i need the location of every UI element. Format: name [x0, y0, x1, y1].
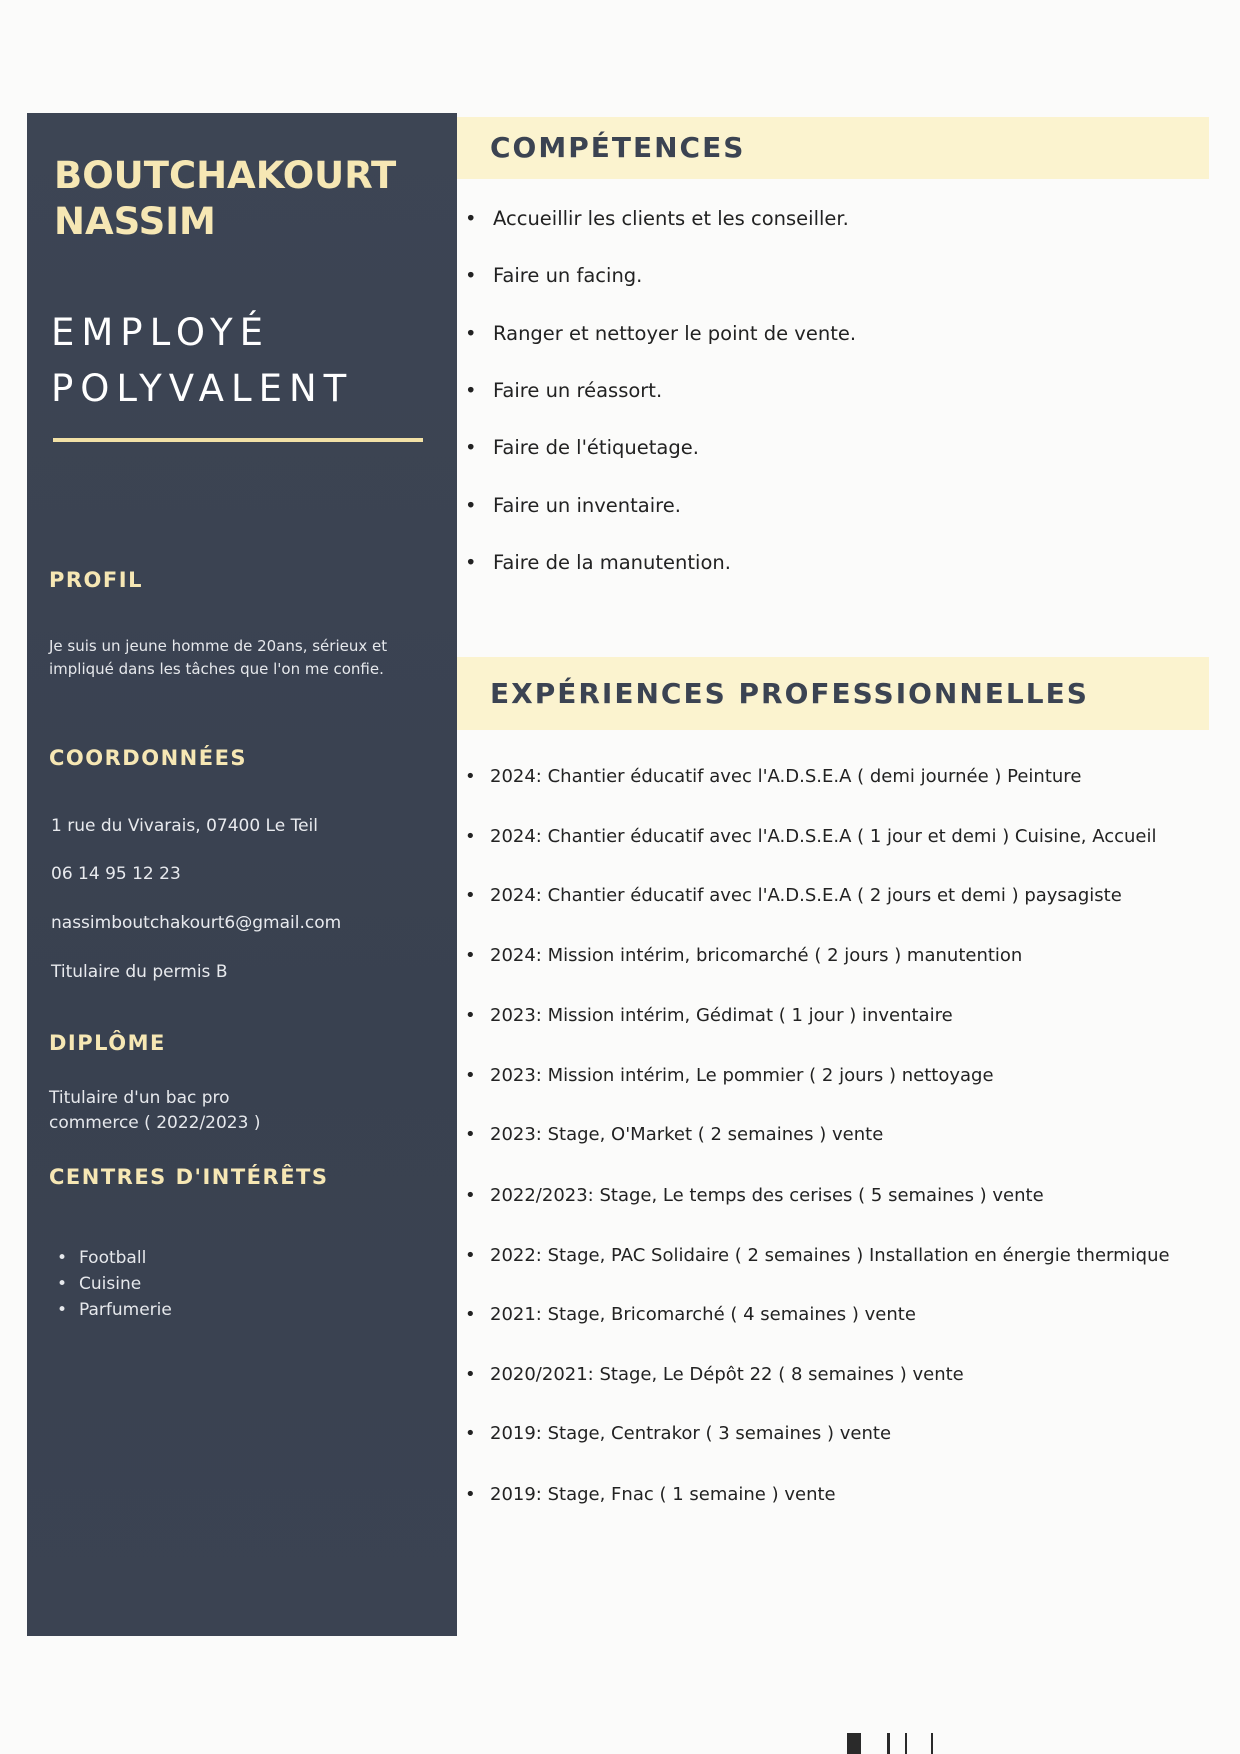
competence-item: • Ranger et nettoyer le point de vente.	[458, 322, 856, 345]
name-line-2: NASSIM	[54, 200, 216, 243]
scan-artifact	[931, 1733, 933, 1754]
phone-text: 06 14 95 12 23	[51, 864, 181, 884]
competences-band	[457, 117, 1209, 179]
address-text: 1 rue du Vivarais, 07400 Le Teil	[51, 816, 318, 836]
sidebar	[27, 113, 457, 1636]
experiences-heading: EXPÉRIENCES PROFESSIONNELLES	[490, 677, 1089, 710]
competence-item: • Faire un facing.	[458, 264, 642, 287]
diplome-heading: DIPLÔME	[49, 1031, 166, 1055]
experience-item: • 2019: Stage, Fnac ( 1 semaine ) vente	[458, 1484, 836, 1505]
experiences-band	[457, 657, 1209, 730]
job-title-line-1: EMPLOYÉ	[51, 311, 270, 354]
experience-item: • 2022: Stage, PAC Solidaire ( 2 semaines ) Installation en énergie thermique	[458, 1245, 1170, 1266]
experience-item: • 2023: Stage, O'Market ( 2 semaines ) vente	[458, 1124, 883, 1145]
experience-item: • 2022/2023: Stage, Le temps des cerises ( 5 semaines ) vente	[458, 1185, 1044, 1206]
competence-item: • Accueillir les clients et les conseiller.	[458, 207, 849, 230]
experience-item: • 2023: Mission intérim, Le pommier ( 2 jours ) nettoyage	[458, 1065, 994, 1086]
experience-item: • 2023: Mission intérim, Gédimat ( 1 jour ) inventaire	[458, 1005, 953, 1026]
profil-text: Je suis un jeune homme de 20ans, sérieux et impliqué dans les tâches que l'on me confie.	[49, 637, 388, 678]
competence-item: • Faire de l'étiquetage.	[458, 436, 699, 459]
experience-item: • 2020/2021: Stage, Le Dépôt 22 ( 8 semaines ) vente	[458, 1364, 964, 1385]
scan-artifact	[887, 1733, 890, 1754]
title-divider	[53, 438, 423, 442]
job-title	[51, 305, 451, 417]
scan-artifact	[905, 1733, 907, 1754]
diplome-text: Titulaire d'un bac pro commerce ( 2022/2023 )	[49, 1088, 261, 1133]
interet-item: • Football	[49, 1245, 172, 1271]
experience-item: • 2019: Stage, Centrakor ( 3 semaines ) vente	[458, 1423, 891, 1444]
candidate-name	[54, 153, 434, 245]
job-title-line-2: POLYVALENT	[51, 367, 354, 410]
experience-item: • 2024: Chantier éducatif avec l'A.D.S.E.A ( demi journée ) Peinture	[458, 766, 1081, 787]
experience-item: • 2021: Stage, Bricomarché ( 4 semaines ) vente	[458, 1304, 916, 1325]
scan-artifact	[847, 1733, 861, 1754]
competence-item: • Faire un réassort.	[458, 379, 662, 402]
experience-item: • 2024: Chantier éducatif avec l'A.D.S.E.A ( 2 jours et demi ) paysagiste	[458, 885, 1122, 906]
permis-text: Titulaire du permis B	[51, 962, 228, 982]
email-text: nassimboutchakourt6@gmail.com	[51, 913, 342, 933]
competence-item: • Faire un inventaire.	[458, 494, 681, 517]
competences-heading: COMPÉTENCES	[490, 131, 746, 164]
profil-heading: PROFIL	[49, 568, 143, 592]
experience-item: • 2024: Mission intérim, bricomarché ( 2 jours ) manutention	[458, 945, 1022, 966]
interet-item: • Cuisine	[49, 1271, 172, 1297]
experience-item: • 2024: Chantier éducatif avec l'A.D.S.E.A ( 1 jour et demi ) Cuisine, Accueil	[458, 826, 1157, 847]
competence-item: • Faire de la manutention.	[458, 551, 731, 574]
coordonnees-heading: COORDONNÉES	[49, 746, 248, 770]
interets-list	[49, 1245, 172, 1323]
name-line-1: BOUTCHAKOURT	[54, 154, 397, 197]
interet-item: • Parfumerie	[49, 1297, 172, 1323]
interets-heading: CENTRES D'INTÉRÊTS	[49, 1165, 329, 1189]
